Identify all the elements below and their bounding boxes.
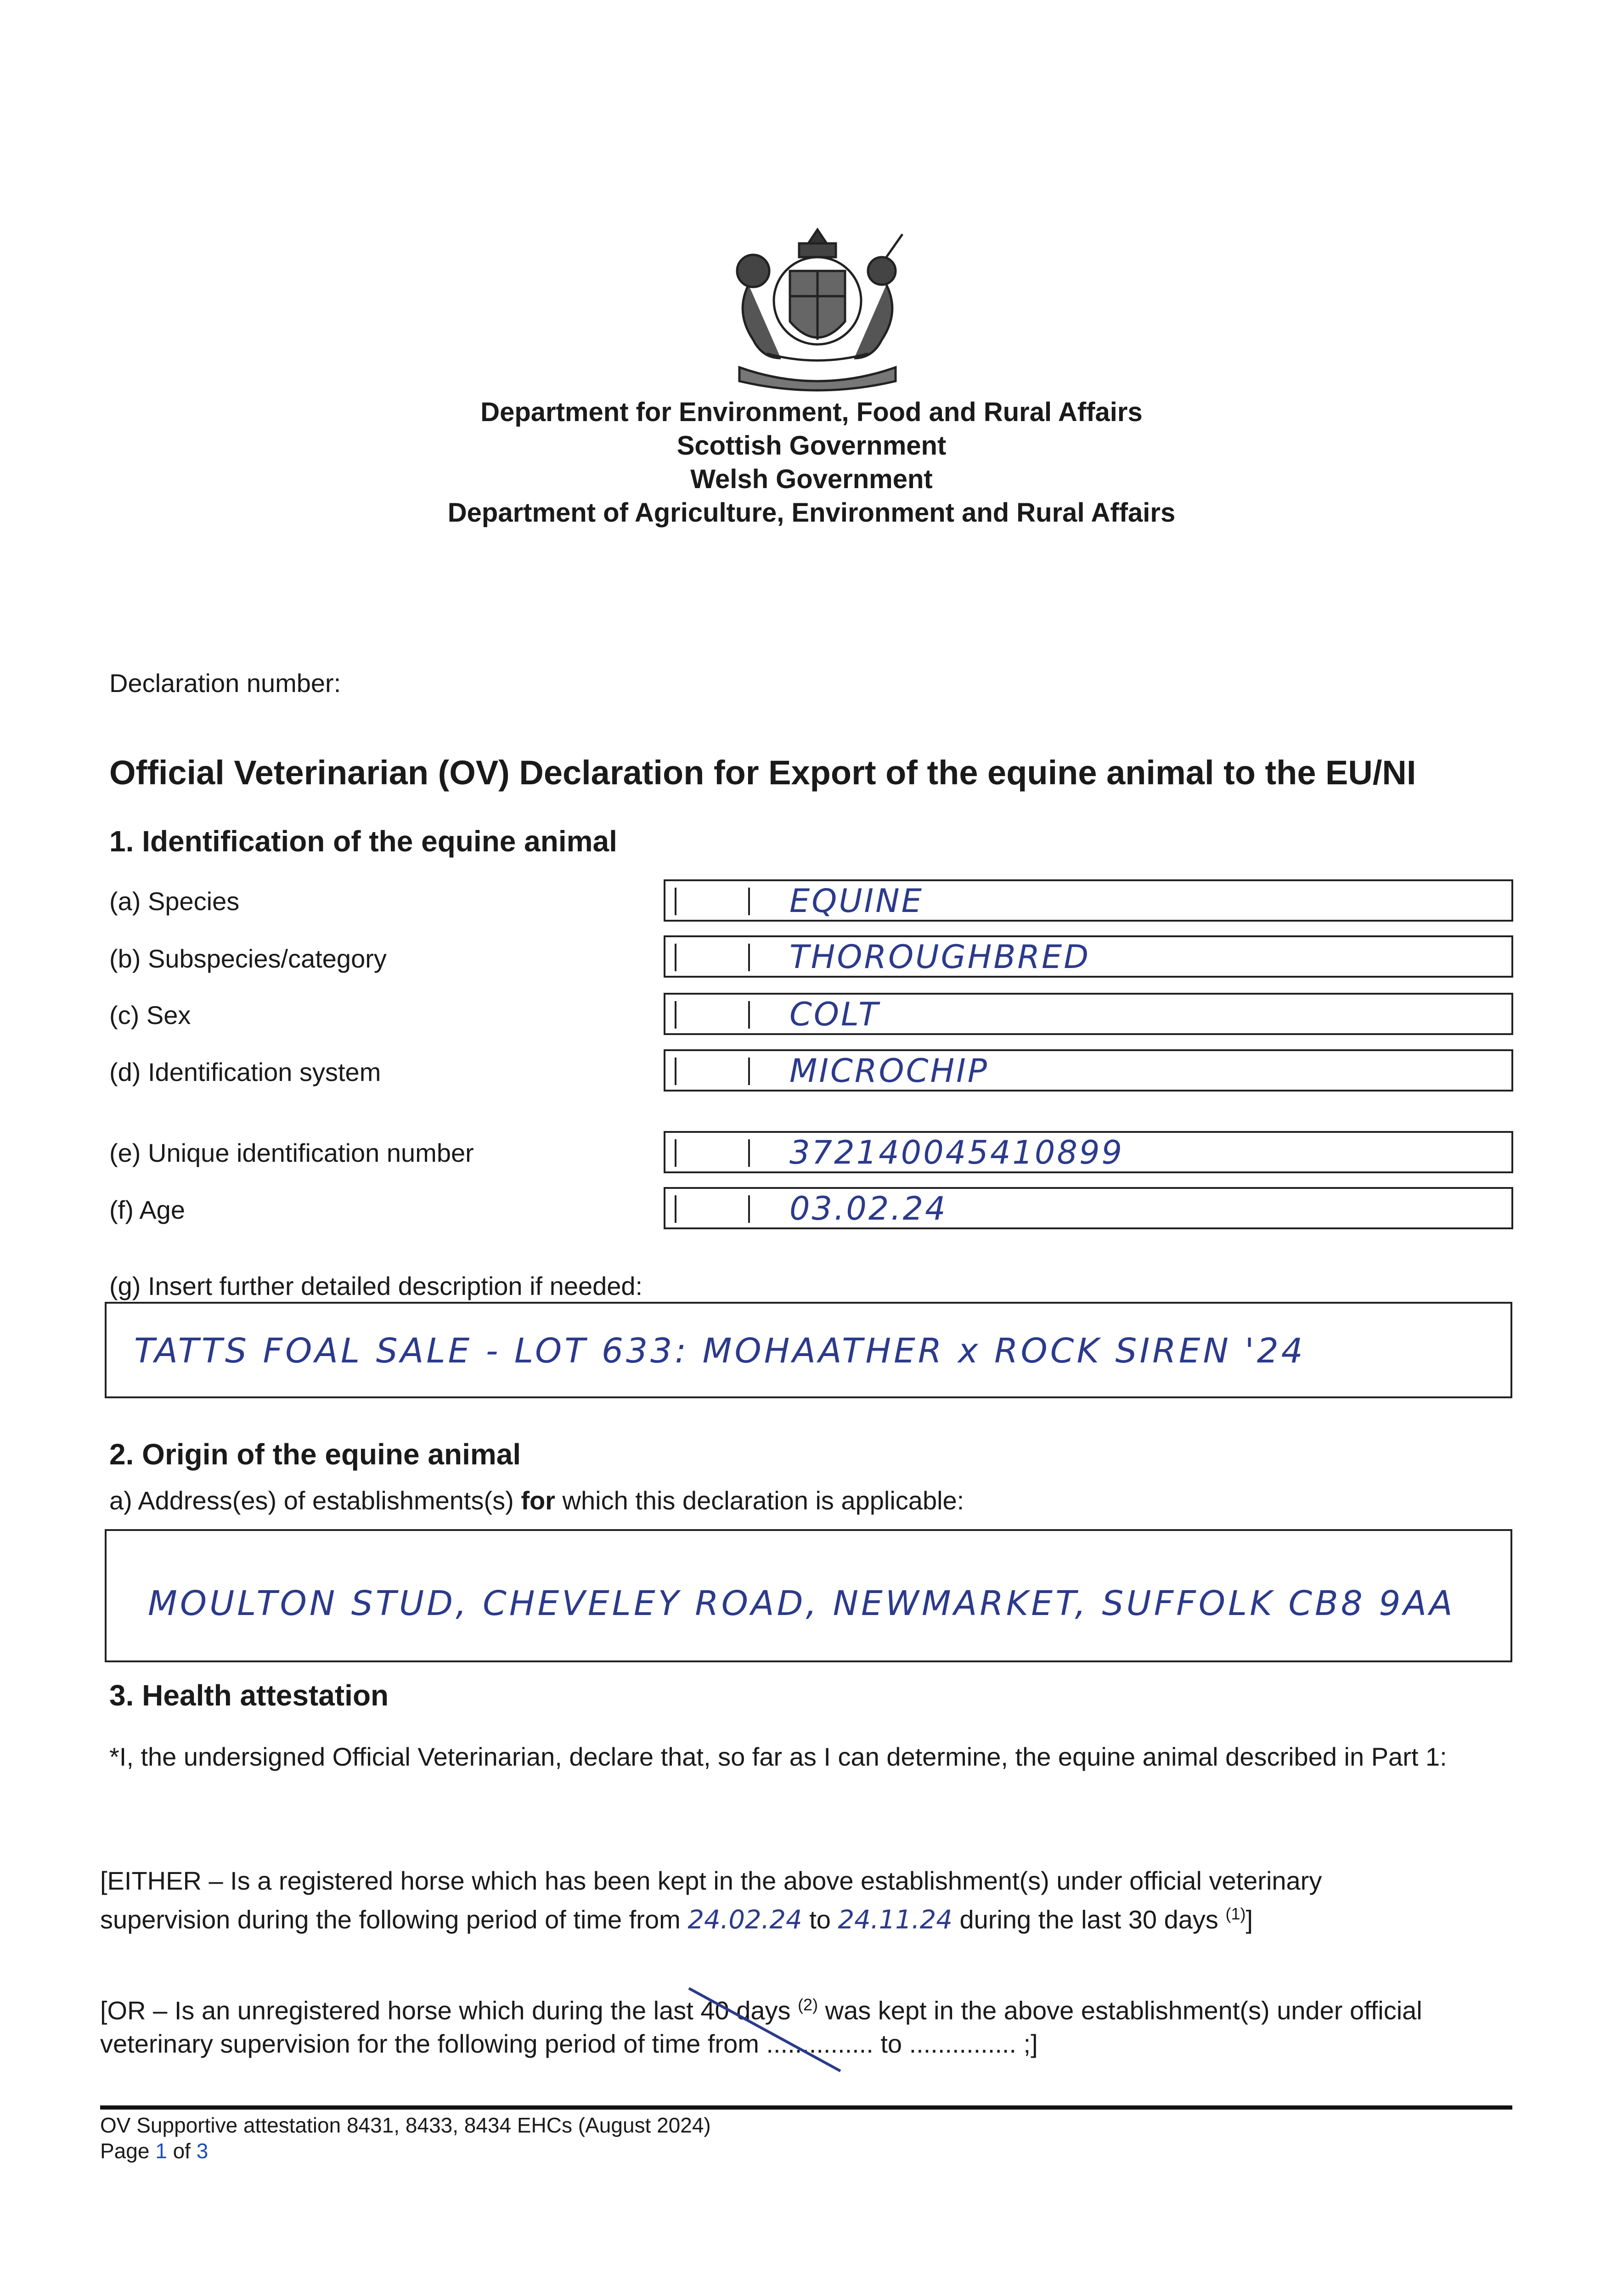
royal-coat-of-arms-logo — [721, 220, 914, 400]
subspecies-value: THOROUGHBRED — [789, 938, 1091, 976]
age-value: 03.02.24 — [789, 1190, 947, 1227]
identification-system-field[interactable] — [664, 1049, 1513, 1092]
section1-heading: 1. Identification of the equine animal — [109, 825, 617, 858]
unique-id-value: 372140045410899 — [789, 1134, 1124, 1171]
document-title: Official Veterinarian (OV) Declaration for Export of the equine animal to the EU/NI — [109, 754, 1416, 792]
footer-divider — [100, 2105, 1512, 2110]
sex-value: COLT — [789, 996, 880, 1033]
identification-system-value: MICROCHIP — [789, 1052, 989, 1090]
section3-heading: 3. Health attestation — [109, 1679, 389, 1712]
footer-reference: OV Supportive attestation 8431, 8433, 8434 EHCs (August 2024) — [100, 2113, 711, 2137]
sex-label: (c) Sex — [109, 1001, 191, 1030]
department-name-1: Department for Environment, Food and Rural Affairs — [480, 397, 1143, 427]
section2-heading: 2. Origin of the equine animal — [109, 1438, 521, 1471]
either-to-date: 24.11.24 — [838, 1905, 952, 1935]
subspecies-field[interactable] — [664, 935, 1513, 978]
or-footnote-ref: (2) — [798, 1995, 818, 2014]
species-value: EQUINE — [789, 882, 924, 920]
or-line2: veterinary supervision for the following period of time from ............... to ............... ;] — [100, 2029, 1038, 2058]
page-of: of — [167, 2139, 197, 2163]
or-clause-strike-mark — [680, 1979, 863, 2080]
either-line2 — [100, 1897, 1512, 1937]
subspecies-label: (b) Subspecies/category — [109, 944, 387, 973]
age-field[interactable] — [664, 1187, 1513, 1229]
address-label-bold: for — [521, 1486, 555, 1515]
sex-field[interactable] — [664, 993, 1513, 1035]
field-marker — [675, 1195, 676, 1223]
either-clause — [100, 1864, 1512, 1937]
age-label: (f) Age — [109, 1195, 185, 1224]
description-value: TATTS FOAL SALE - LOT 633: MOHAATHER x ROCK SIREN '24 — [134, 1331, 1306, 1371]
address-field[interactable] — [105, 1529, 1512, 1662]
either-footnote-ref: (1) — [1225, 1904, 1246, 1923]
description-field[interactable] — [105, 1302, 1512, 1398]
department-name-3: Welsh Government — [690, 464, 933, 494]
unique-id-label: (e) Unique identification number — [109, 1138, 474, 1167]
species-field[interactable] — [664, 879, 1513, 922]
page-total: 3 — [196, 2139, 209, 2163]
field-marker — [675, 1058, 676, 1085]
department-name-4: Department of Agriculture, Environment and Rural Affairs — [447, 498, 1176, 528]
address-label — [109, 1486, 964, 1515]
field-marker — [675, 1001, 676, 1029]
attestation-intro: *I, the undersigned Official Veterinarian, declare that, so far as I can determine, the equine animal described in Part 1: — [109, 1742, 1447, 1771]
either-line2-text: supervision during the following period of time from — [100, 1905, 688, 1934]
address-label-pre: a) Address(es) of establishments(s) — [109, 1486, 521, 1515]
either-to-word: to — [802, 1905, 838, 1934]
address-label-post: which this declaration is applicable: — [555, 1486, 964, 1515]
field-marker — [675, 888, 676, 915]
declaration-number-label: Declaration number: — [109, 669, 341, 698]
field-marker — [748, 944, 750, 971]
field-marker — [748, 1001, 750, 1029]
either-close-bracket: ] — [1245, 1905, 1253, 1934]
department-name-2: Scottish Government — [676, 431, 947, 461]
either-from-date: 24.02.24 — [688, 1905, 802, 1935]
page-number — [100, 2138, 208, 2164]
field-marker — [748, 1058, 750, 1085]
description-label: (g) Insert further detailed description if needed: — [109, 1272, 643, 1300]
either-post-text: during the last 30 days — [952, 1905, 1226, 1934]
field-marker — [748, 1139, 750, 1167]
either-line1: [EITHER – Is a registered horse which has been kept in the above establishment(s) under official veterinary — [100, 1866, 1322, 1895]
page-prefix: Page — [100, 2139, 156, 2163]
field-marker — [748, 1195, 750, 1223]
unique-id-field[interactable] — [664, 1131, 1513, 1173]
field-marker — [748, 888, 750, 915]
or-line1-post: was kept in the above establishment(s) under official — [818, 1996, 1422, 2025]
address-value: MOULTON STUD, CHEVELEY ROAD, NEWMARKET, SUFFOLK CB8 9AA — [148, 1584, 1455, 1623]
identification-system-label: (d) Identification system — [109, 1058, 381, 1086]
species-label: (a) Species — [109, 887, 240, 916]
field-marker — [675, 1139, 676, 1167]
page-current: 1 — [155, 2139, 167, 2163]
field-marker — [675, 944, 676, 971]
or-line1-pre: [OR – Is an unregistered horse which during the last 40 days — [100, 1996, 798, 2025]
